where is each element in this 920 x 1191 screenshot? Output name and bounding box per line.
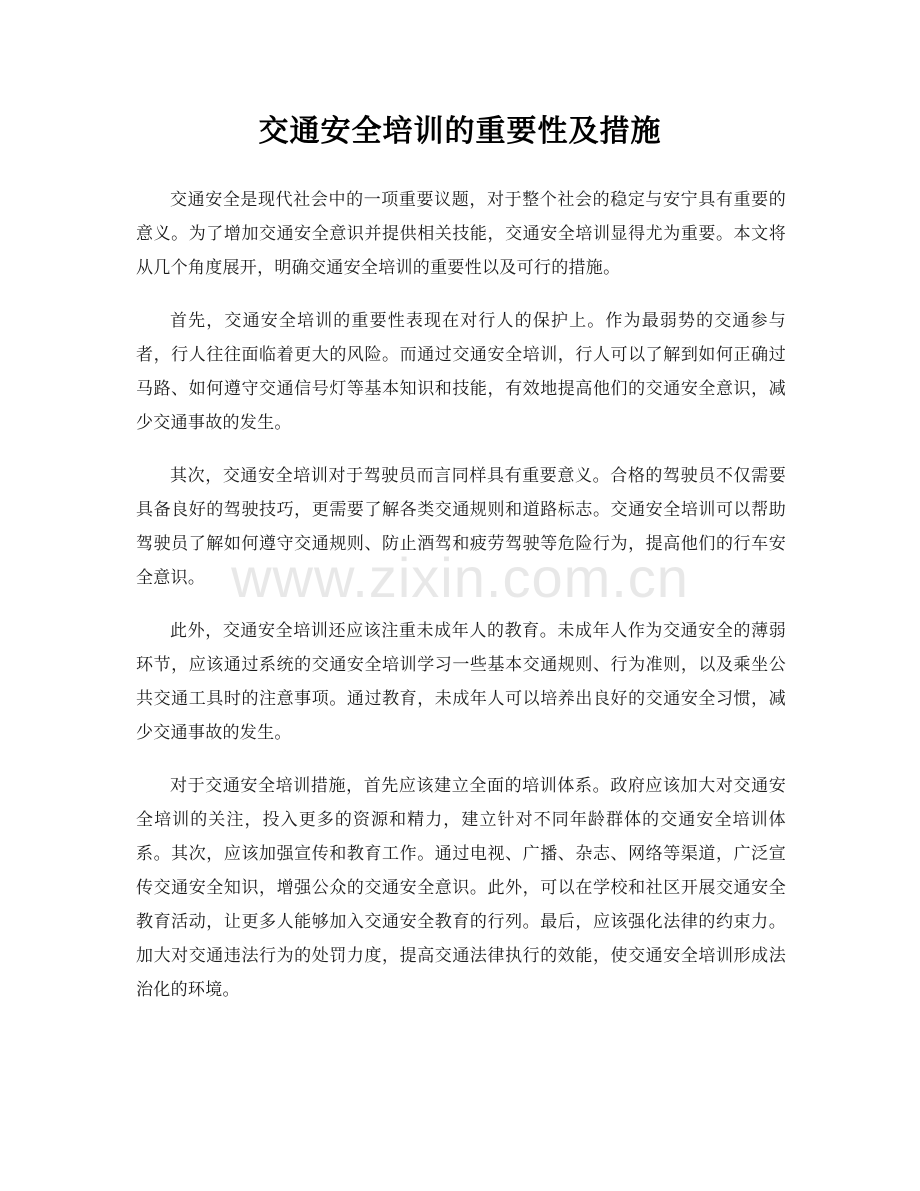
paragraph-2: 首先，交通安全培训的重要性表现在对行人的保护上。作为最弱势的交通参与者，行人往往面临着更大的风险。而通过交通安全培训，行人可以了解到如何正确过马路、如何遵守交通信号灯等基本知识和技能，有效地提高他们的交通安全意识，减少交通事故的发生。	[136, 311, 786, 433]
paragraph-5: 对于交通安全培训措施，首先应该建立全面的培训体系。政府应该加大对交通安全培训的关注，投入更多的资源和精力，建立针对不同年龄群体的交通安全培训体系。其次，应该加强宣传和教育工作。通过电视、广播、杂志、网络等渠道，广泛宣传交通安全知识，增强公众的交通安全意识。此外，可以在学校和社区开展交通安全教育活动，让更多人能够加入交通安全教育的行列。最后，应该强化法律的约束力。加大对交通违法行为的处罚力度，提高交通法律执行的效能，使交通安全培训形成法治化的环境。	[136, 776, 786, 1000]
paragraph-4: 此外，交通安全培训还应该注重未成年人的教育。未成年人作为交通安全的薄弱环节，应该通过系统的交通安全培训学习一些基本交通规则、行为准则，以及乘坐公共交通工具时的注意事项。通过教育，未成年人可以培养出良好的交通安全习惯，减少交通事故的发生。	[136, 621, 786, 743]
document-title: 交通安全培训的重要性及措施	[258, 114, 662, 149]
paragraph-1: 交通安全是现代社会中的一项重要议题，对于整个社会的稳定与安宁具有重要的意义。为了增加交通安全意识并提供相关技能，交通安全培训显得尤为重要。本文将从几个角度展开，明确交通安全培训的重要性以及可行的措施。	[136, 190, 786, 278]
paragraph-3: 其次，交通安全培训对于驾驶员而言同样具有重要意义。合格的驾驶员不仅需要具备良好的驾驶技巧，更需要了解各类交通规则和道路标志。交通安全培训可以帮助驾驶员了解如何遵守交通规则、防止酒驾和疲劳驾驶等危险行为，提高他们的行车安全意识。	[136, 466, 786, 588]
watermark: www.zixin.com.cn	[231, 546, 689, 609]
document-body	[136, 183, 786, 1026]
